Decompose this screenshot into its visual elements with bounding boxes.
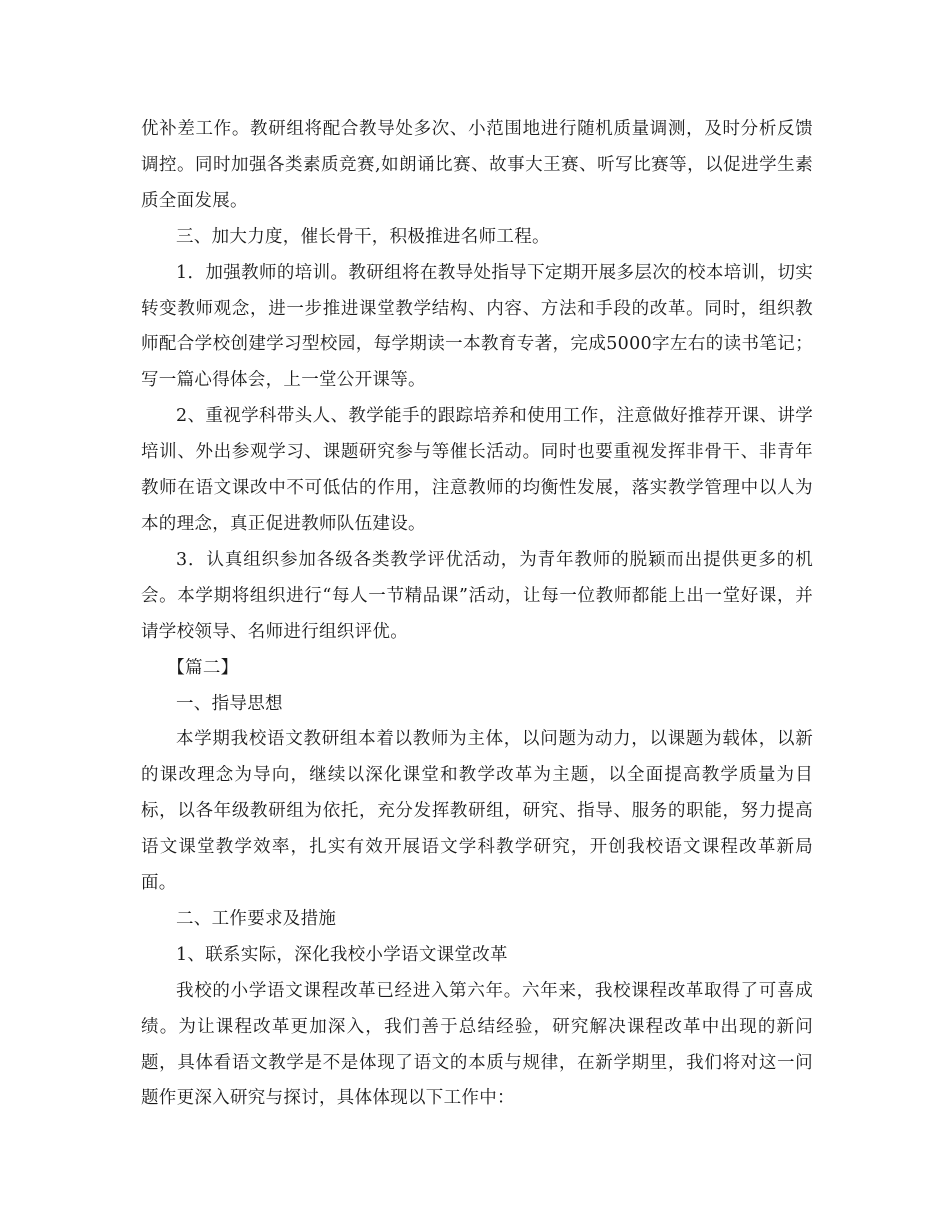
paragraph: 本学期我校语文教研组本着以教师为主体，以问题为动力，以课题为载体，以新的课改理念为导向，继续以深化课堂和教学改革为主题，以全面提高教学质量为目标，以各年级教研组为依托，充分发挥教研组，研究、指导、服务的职能，努力提高语文课堂教学效率，扎实有效开展语文学科教学研究，开创我校语文课程改革新局面。 <box>141 729 813 894</box>
paragraph: 我校的小学语文课程改革已经进入第六年。六年来，我校课程改革取得了可喜成绩。为让课程改革更加深入，我们善于总结经验，研究解决课程改革中出现的新问题，具体看语文教学是不是体现了语文的本质与规律，在新学期里，我们将对这一问题作更深入研究与探讨，具体体现以下工作中： <box>141 980 813 1109</box>
section-heading: 二、工作要求及措施 <box>176 908 337 929</box>
section-heading: 一、指导思想 <box>176 693 283 714</box>
document-body <box>141 112 813 1117</box>
paragraph: 1．加强教师的培训。教研组将在教导处指导下定期开展多层次的校本培训，切实转变教师观念，进一步推进课堂教学结构、内容、方法和手段的改革。同时，组织教师配合学校创建学习型校园，每学期读一本教育专著，完成5000字左右的读书笔记；写一篇心得体会，上一堂公开课等。 <box>141 262 813 391</box>
paragraph: 2、重视学科带头人、教学能手的跟踪培养和使用工作，注意做好推荐开课、讲学培训、外出参观学习、课题研究参与等催长活动。同时也要重视发挥非骨干、非青年教师在语文课改中不可低估的作用，注意教师的均衡性发展，落实教学管理中以人为本的理念，真正促进教师队伍建设。 <box>141 406 813 534</box>
paragraph: 3．认真组织参加各级各类教学评优活动，为青年教师的脱颖而出提供更多的机会。本学期将组织进行“每人一节精品课”活动，让每一位教师都能上出一堂好课，并请学校领导、名师进行组织评优。 <box>141 549 813 642</box>
part-heading: 【篇二】 <box>167 657 239 678</box>
paragraph: 优补差工作。教研组将配合教导处多次、小范围地进行随机质量调测，及时分析反馈调控。同时加强各类素质竞赛,如朗诵比赛、故事大王赛、听写比赛等，以促进学生素质全面发展。 <box>141 119 813 211</box>
subsection-heading: 1、联系实际，深化我校小学语文课堂改革 <box>176 944 508 965</box>
section-heading: 三、加大力度，催长骨干，积极推进名师工程。 <box>176 226 550 247</box>
